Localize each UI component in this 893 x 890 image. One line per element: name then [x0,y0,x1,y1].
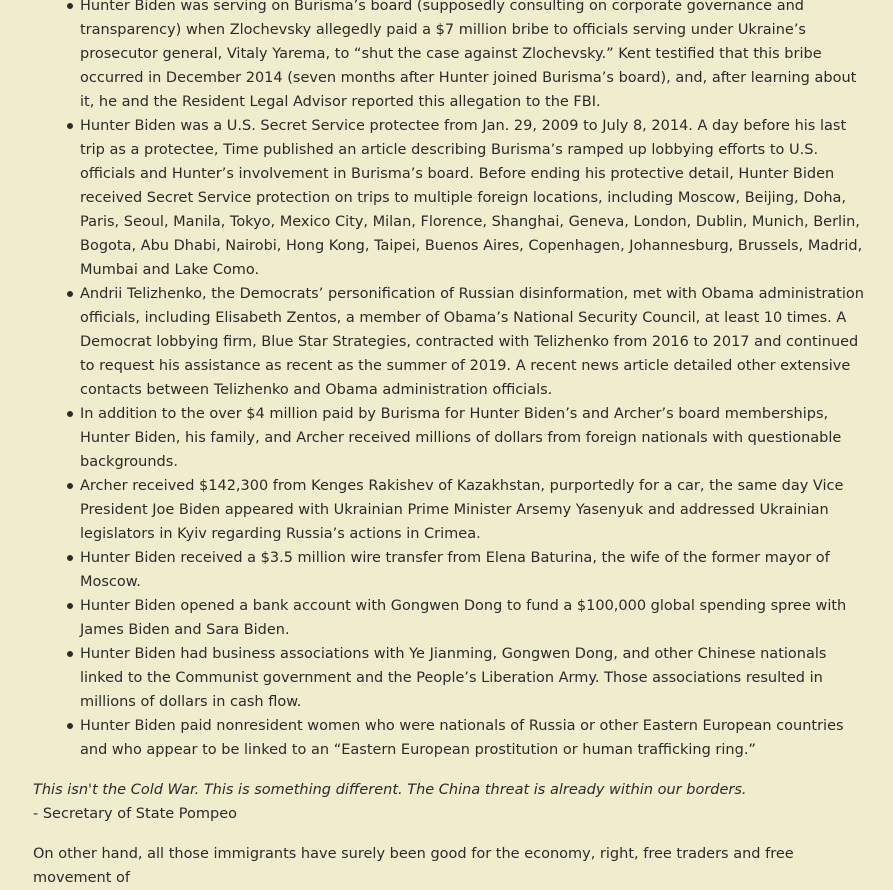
bullet-item: Hunter Biden opened a bank account with Gongwen Dong to fund a $100,000 global spending spree with James Biden and Sara Biden. [80,594,865,642]
body-paragraph: On other hand, all those immigrants have surely been good for the economy, right, free traders and free movement of [33,846,794,886]
bullet-item: Hunter Biden paid nonresident women who were nationals of Russia or other Eastern European countries and who appear to be linked to an “Eastern European prostitution or human trafficking ring.” [80,714,865,762]
quote-attribution: - Secretary of State Pompeo [33,806,238,822]
quote-text: This isn't the Cold War. This is something different. The China threat is already within our borders. [33,782,747,798]
bullet-item: Hunter Biden was a U.S. Secret Service protectee from Jan. 29, 2009 to July 8, 2014. A day before his last trip as a protectee, Time published an article describing Burisma’s ramped up lobbying efforts to U.S. officials and Hunter’s involvement in Burisma’s board. Before ending his protective detail, Hunter Biden received Secret Service protection on trips to multiple foreign locations, including Moscow, Beijing, Doha, Paris, Seoul, Manila, Tokyo, Mexico City, Milan, Florence, Shanghai, Geneva, London, Dublin, Munich, Berlin, Bogota, Abu Dhabi, Nairobi, Hong Kong, Taipei, Buenos Aires, Copenhagen, Johannesburg, Brussels, Madrid, Mumbai and Lake Como. [80,114,865,282]
bullet-item: Hunter Biden received a $3.5 million wire transfer from Elena Baturina, the wife of the former mayor of Moscow. [80,546,865,594]
bullet-item: Hunter Biden was serving on Burisma’s board (supposedly consulting on corporate governance and transparency) when Zlochevsky allegedly paid a $7 million bribe to officials serving under Ukraine’s prosecutor general, Vitaly Yarema, to “shut the case against Zlochevsky.” Kent testified that this bribe occurred in December 2014 (seven months after Hunter joined Burisma’s board), and, after learning about it, he and the Resident Legal Advisor reported this allegation to the FBI. [80,0,865,114]
bullet-item: Hunter Biden had business associations with Ye Jianming, Gongwen Dong, and other Chinese nationals linked to the Communist government and the People’s Liberation Army. Those associations resulted in millions of dollars in cash flow. [80,642,865,714]
quote-block [33,778,873,826]
bullet-item: Archer received $142,300 from Kenges Rakishev of Kazakhstan, purportedly for a car, the same day Vice President Joe Biden appeared with Ukrainian Prime Minister Arsemy Yasenyuk and addressed Ukrainian legislators in Kyiv regarding Russia’s actions in Crimea. [80,474,865,546]
bullet-item: Andrii Telizhenko, the Democrats’ personification of Russian disinformation, met with Obama administration officials, including Elisabeth Zentos, a member of Obama’s National Security Council, at least 10 times. A Democrat lobbying firm, Blue Star Strategies, contracted with Telizhenko from 2016 to 2017 and continued to request his assistance as recent as the summer of 2019. A recent news article detailed other extensive contacts between Telizhenko and Obama administration officials. [80,282,865,402]
bullet-item: In addition to the over $4 million paid by Burisma for Hunter Biden’s and Archer’s board memberships, Hunter Biden, his family, and Archer received millions of dollars from foreign nationals with questionable backgrounds. [80,402,865,474]
